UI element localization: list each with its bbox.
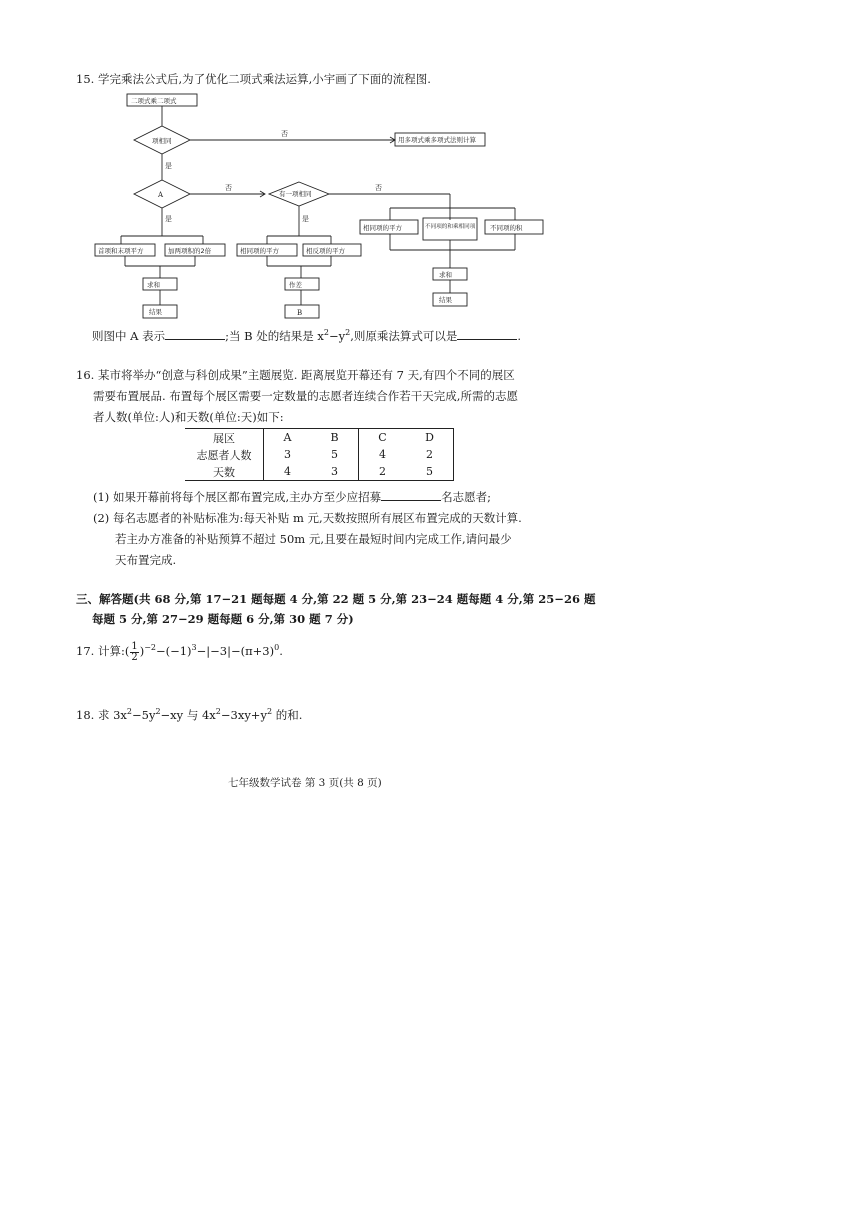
q15-flowchart xyxy=(85,88,555,328)
svg-text:是: 是 xyxy=(165,215,172,223)
q15-question: 则图中 A 表示 ;当 B 处的结果是 $x^2-y^2$,则原乘法算式可以是 . xyxy=(92,328,522,343)
svg-text:求和: 求和 xyxy=(147,281,160,289)
svg-text:作差: 作差 xyxy=(289,281,302,289)
answer-blank-c[interactable] xyxy=(381,490,441,501)
q17-fraction: $\frac{1}{2}$ xyxy=(131,640,138,663)
svg-text:是: 是 xyxy=(165,162,172,170)
svg-text:相同项的平方: 相同项的平方 xyxy=(363,224,402,232)
q17: 17. 计算:( $\frac{1}{2}$ )$^{-2}-(-1)^3-|-3|-(\pi+3)^0$. xyxy=(76,640,283,663)
q18: 18. 求 $3x^2-5y^2-xy$ 与 $4x^2-3xy+y^2$ 的和. xyxy=(76,707,303,722)
svg-text:有一项相同: 有一项相同 xyxy=(279,190,312,198)
svg-text:相反项的平方: 相反项的平方 xyxy=(306,247,345,255)
q16-part2-line1: (2) 每名志愿者的补贴标准为:每天补贴 m 元,天数按照所有展区布置完成的天数计算. xyxy=(93,511,522,525)
svg-text:首项和末项平方: 首项和末项平方 xyxy=(98,247,144,255)
fc-start-text: 二项式乘二项式 xyxy=(131,97,177,105)
q16-line2: 需要布置展品. 布置每个展区需要一定数量的志愿者连续合作若干天完成,所需的志愿 xyxy=(93,389,518,403)
q16-part1: (1) 如果开幕前将每个展区都布置完成,主办方至少应招募 名志愿者; xyxy=(93,490,491,504)
svg-text:用多项式乘多项式法则计算: 用多项式乘多项式法则计算 xyxy=(398,136,476,144)
svg-text:不同项的积: 不同项的积 xyxy=(490,224,523,232)
svg-text:否: 否 xyxy=(225,184,232,192)
page-footer: 七年级数学试卷 第 3 页(共 8 页) xyxy=(228,777,382,789)
svg-text:否: 否 xyxy=(375,184,382,192)
svg-text:A: A xyxy=(158,191,164,199)
svg-text:结果: 结果 xyxy=(149,308,162,316)
svg-text:加两项积的2倍: 加两项积的2倍 xyxy=(168,247,212,255)
svg-text:结果: 结果 xyxy=(439,296,452,304)
q16-volunteer-table: 展区 A B C D 志愿者人数 3 5 4 2 天数 4 3 2 5 xyxy=(185,428,454,481)
svg-text:不同项的和乘相同项: 不同项的和乘相同项 xyxy=(425,224,476,230)
q16-line1: 16. 某市将举办“创意与科创成果”主题展览. 距离展览开幕还有 7 天,有四个不同的展区 xyxy=(76,368,515,382)
svg-text:相同项的平方: 相同项的平方 xyxy=(240,247,279,255)
svg-text:项相同: 项相同 xyxy=(152,137,172,145)
q15-stem: 15. 学完乘法公式后,为了优化二项式乘法运算,小宇画了下面的流程图. xyxy=(76,72,431,86)
svg-text:B: B xyxy=(297,309,303,317)
svg-text:求和: 求和 xyxy=(439,271,452,279)
q16-part2-line3: 天布置完成. xyxy=(115,553,177,567)
q16-part2-line2: 若主办方准备的补贴预算不超过 50m 元,且要在最短时间内完成工作,请问最少 xyxy=(115,532,512,546)
section3-heading-line1: 三、解答题(共 68 分,第 17−21 题每题 4 分,第 22 题 5 分,第 23−24 题每题 4 分,第 25−26 题 xyxy=(76,592,596,606)
answer-blank-a[interactable] xyxy=(165,329,225,340)
answer-blank-b[interactable] xyxy=(457,329,517,340)
q16-line3: 者人数(单位:人)和天数(单位:天)如下: xyxy=(93,410,284,424)
svg-text:否: 否 xyxy=(281,130,288,138)
section3-heading-line2: 每题 5 分,第 27−29 题每题 6 分,第 30 题 7 分) xyxy=(92,612,354,626)
svg-text:是: 是 xyxy=(302,215,309,223)
